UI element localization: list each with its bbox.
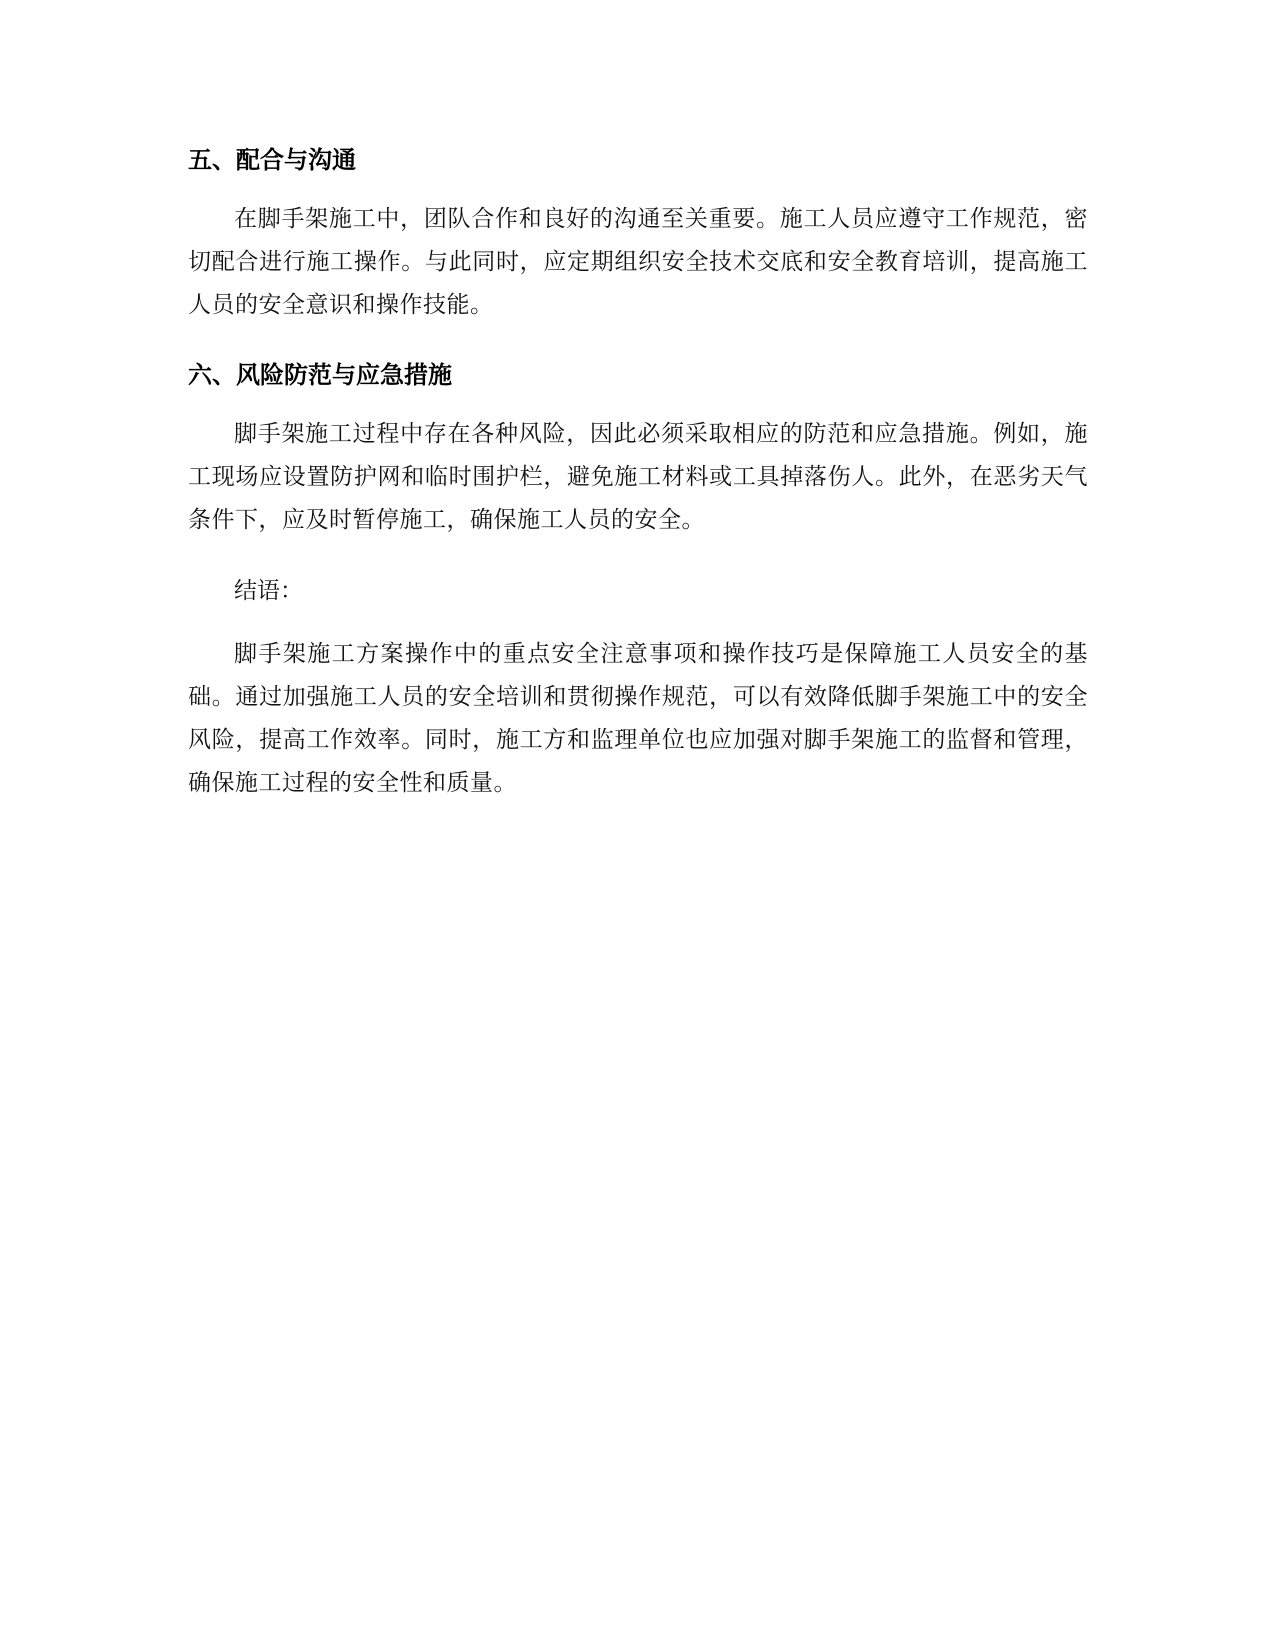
document-body <box>188 140 1088 825</box>
section-paragraph-cooperation: 在脚手架施工中，团队合作和良好的沟通至关重要。施工人员应遵守工作规范，密切配合进行施工操作。与此同时，应定期组织安全技术交底和安全教育培训，提高施工人员的安全意识和操作技能。 <box>188 206 1088 318</box>
section-risk-prevention <box>188 355 1088 542</box>
section-heading-cooperation: 五、配合与沟通 <box>188 146 356 174</box>
closing-section <box>188 570 1088 805</box>
section-cooperation <box>188 140 1088 327</box>
closing-label: 结语： <box>234 578 303 604</box>
section-paragraph-risk-prevention: 脚手架施工过程中存在各种风险，因此必须采取相应的防范和应急措施。例如，施工现场应设置防护网和临时围护栏，避免施工材料或工具掉落伤人。此外，在恶劣天气条件下，应及时暂停施工，确保施工人员的安全。 <box>188 421 1088 533</box>
section-heading-risk-prevention: 六、风险防范与应急措施 <box>188 361 452 389</box>
closing-paragraph: 脚手架施工方案操作中的重点安全注意事项和操作技巧是保障施工人员安全的基础。通过加强施工人员的安全培训和贯彻操作规范，可以有效降低脚手架施工中的安全风险，提高工作效率。同时，施工方和监理单位也应加强对脚手架施工的监督和管理，确保施工过程的安全性和质量。 <box>188 641 1088 796</box>
